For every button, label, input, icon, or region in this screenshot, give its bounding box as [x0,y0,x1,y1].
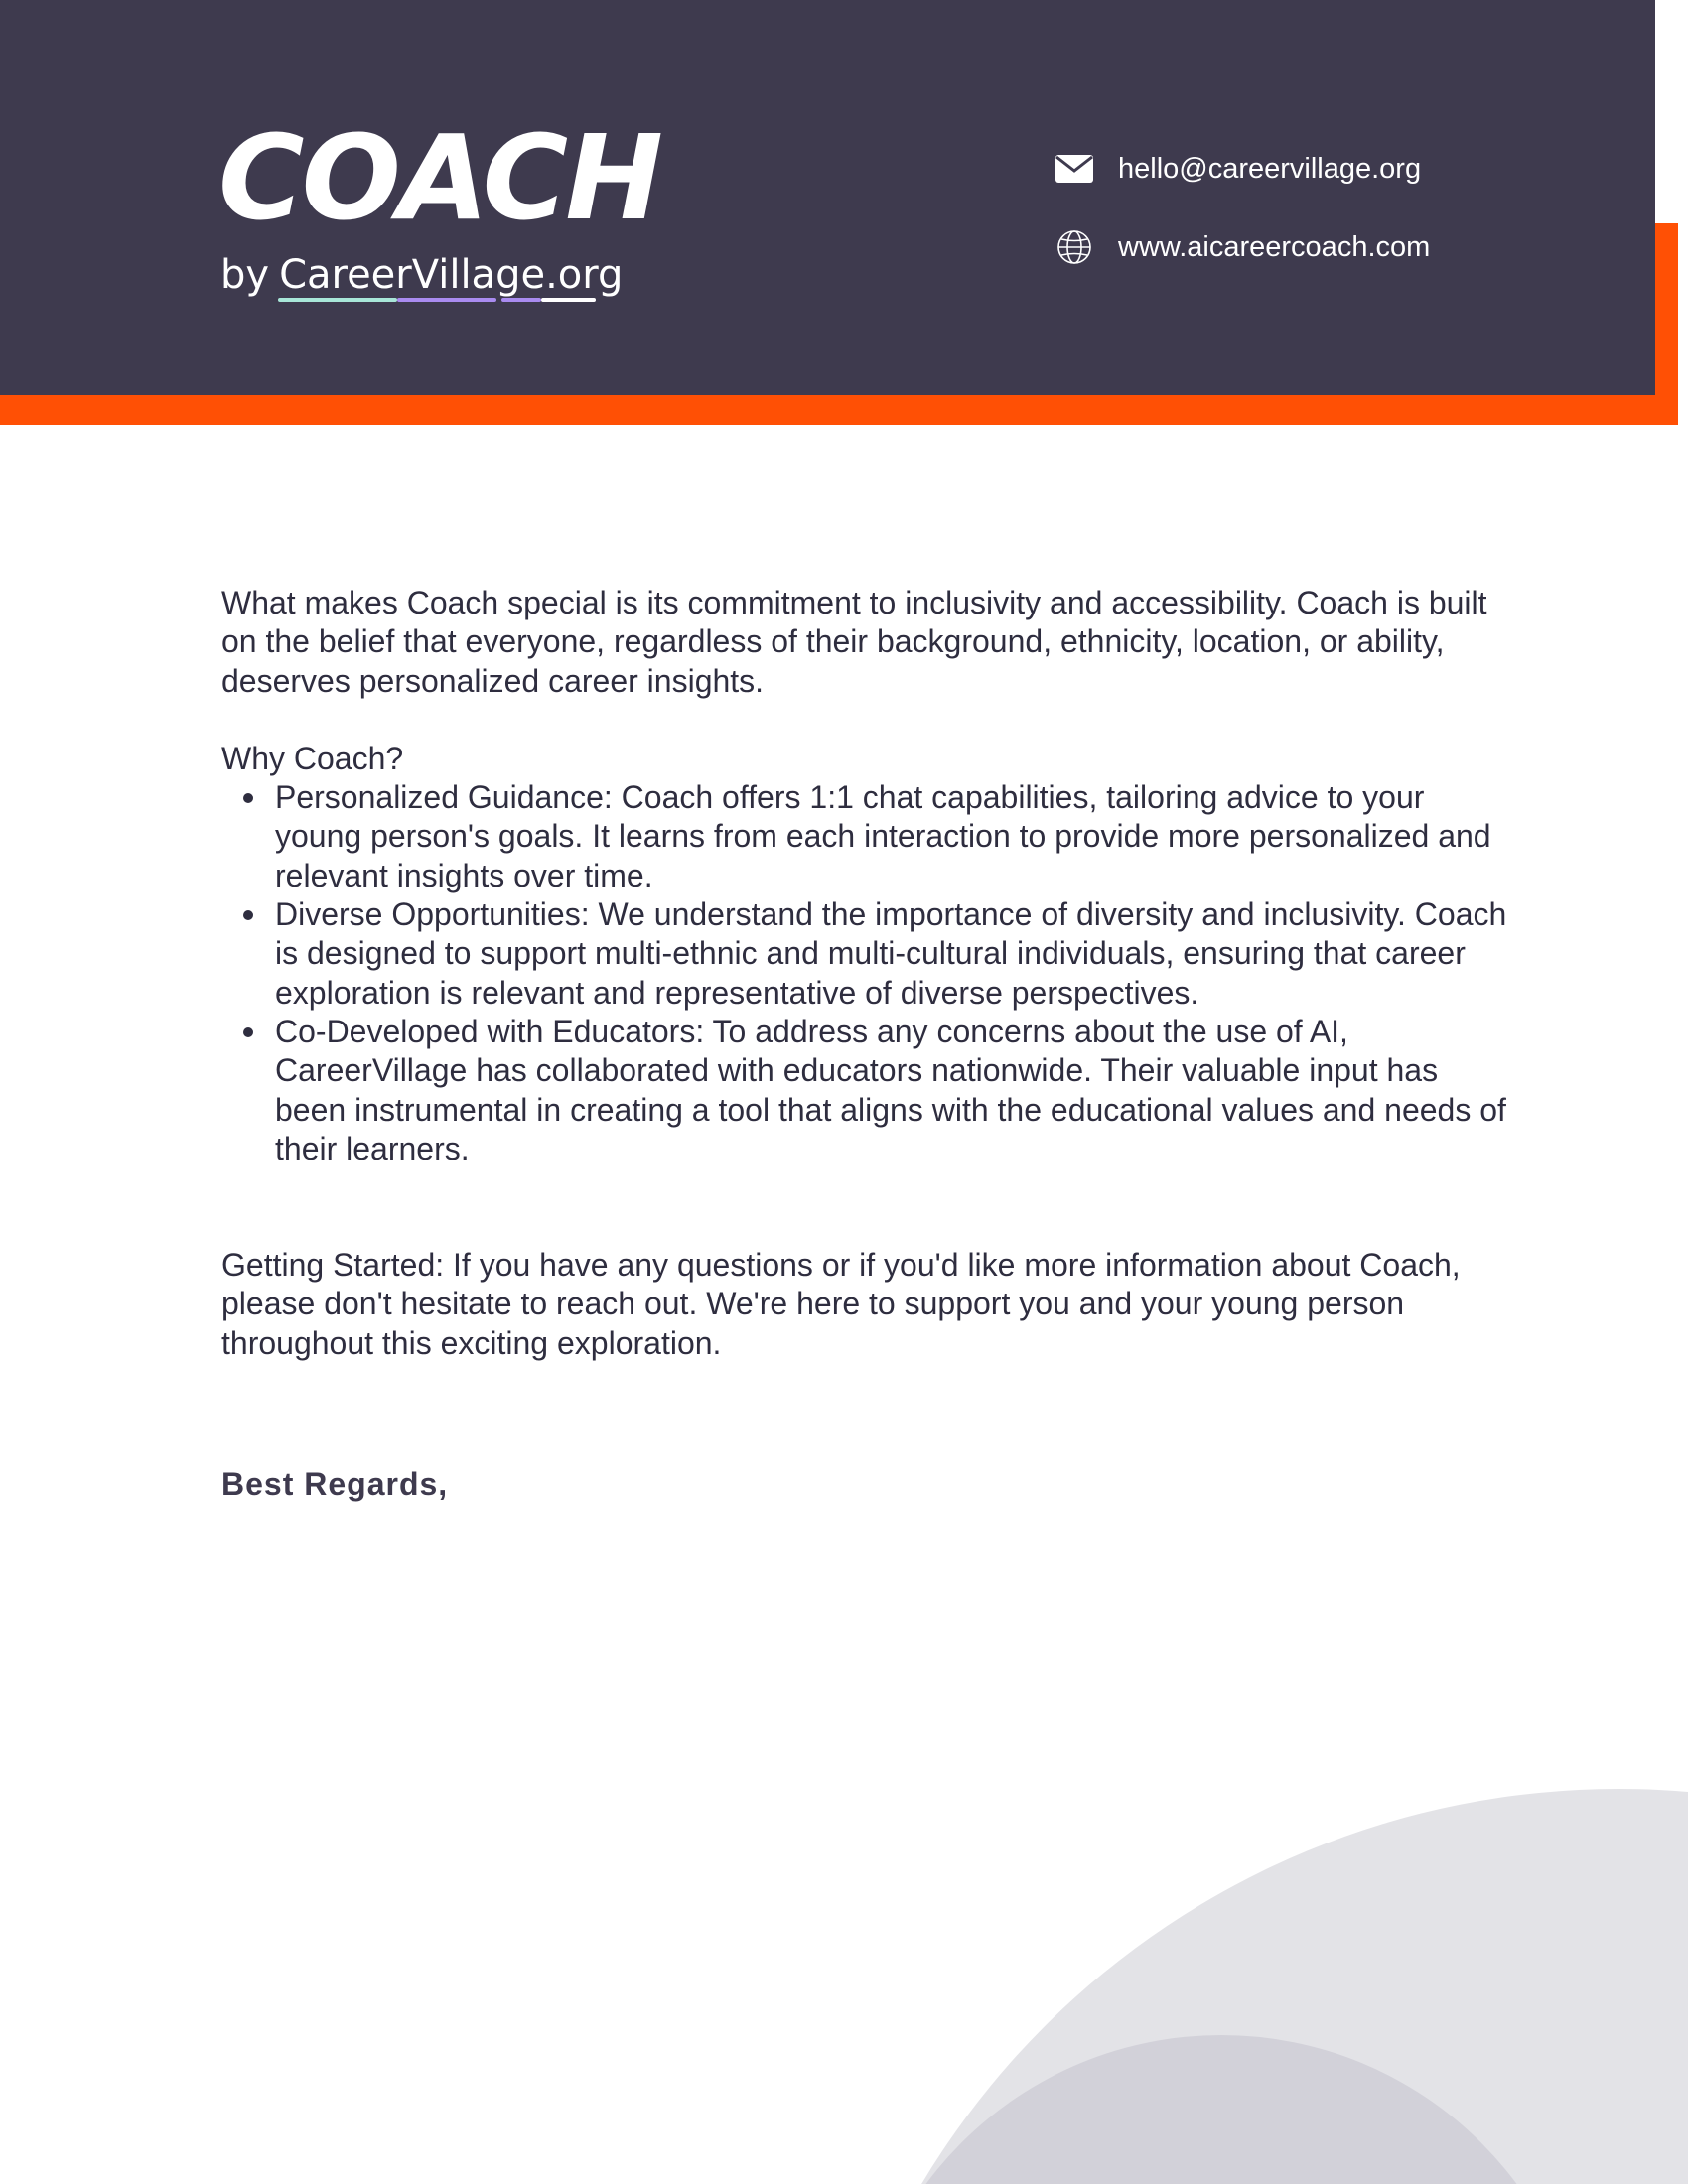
letter-body [221,584,1512,1504]
getting-started-paragraph: Getting Started: If you have any questions or if you'd like more information about Coach, please don't hesitate to reach out. We're here to support you and your young person throughout this exciting exploration. [221,1247,1461,1361]
reasons-list [221,778,1512,1168]
contact-website [1053,225,1430,269]
list-item: Diverse Opportunities: We understand the importance of diversity and inclusivity. Coach is designed to support multi-ethnic and multi-cultural individuals, ensuring that career exploration is relevant and representative of diverse perspectives. [275,895,1512,1013]
logo-wordmark: COACH [218,109,660,246]
logo-by: by [220,252,270,298]
globe-icon [1053,225,1096,269]
intro-paragraph: What makes Coach special is its commitment to inclusivity and accessibility. Coach is built on the belief that everyone, regardless of their background, ethnicity, location, or ability, deserves personalized career insights. [221,585,1487,699]
contact-website-text[interactable]: www.aicareercoach.com [1118,230,1431,263]
logo-subtitle [220,253,623,297]
logo-underline-decoration [278,296,601,304]
list-item: Co-Developed with Educators: To address any concerns about the use of AI, CareerVillage has collaborated with educators nationwide. Their valuable input has been instrumental in creating a tool that aligns with the educational values and needs of their learners. [275,1013,1512,1168]
closing-signoff: Best Regards, [221,1466,449,1503]
why-heading: Why Coach? [221,740,404,776]
logo-org: CareerVillage.org [279,252,624,298]
contact-email-text[interactable]: hello@careervillage.org [1118,152,1422,185]
list-item: Personalized Guidance: Coach offers 1:1 chat capabilities, tailoring advice to your young person's goals. It learns from each interaction to provide more personalized and relevant insights over time. [275,778,1512,895]
envelope-icon [1053,147,1096,191]
contact-email [1053,147,1421,191]
